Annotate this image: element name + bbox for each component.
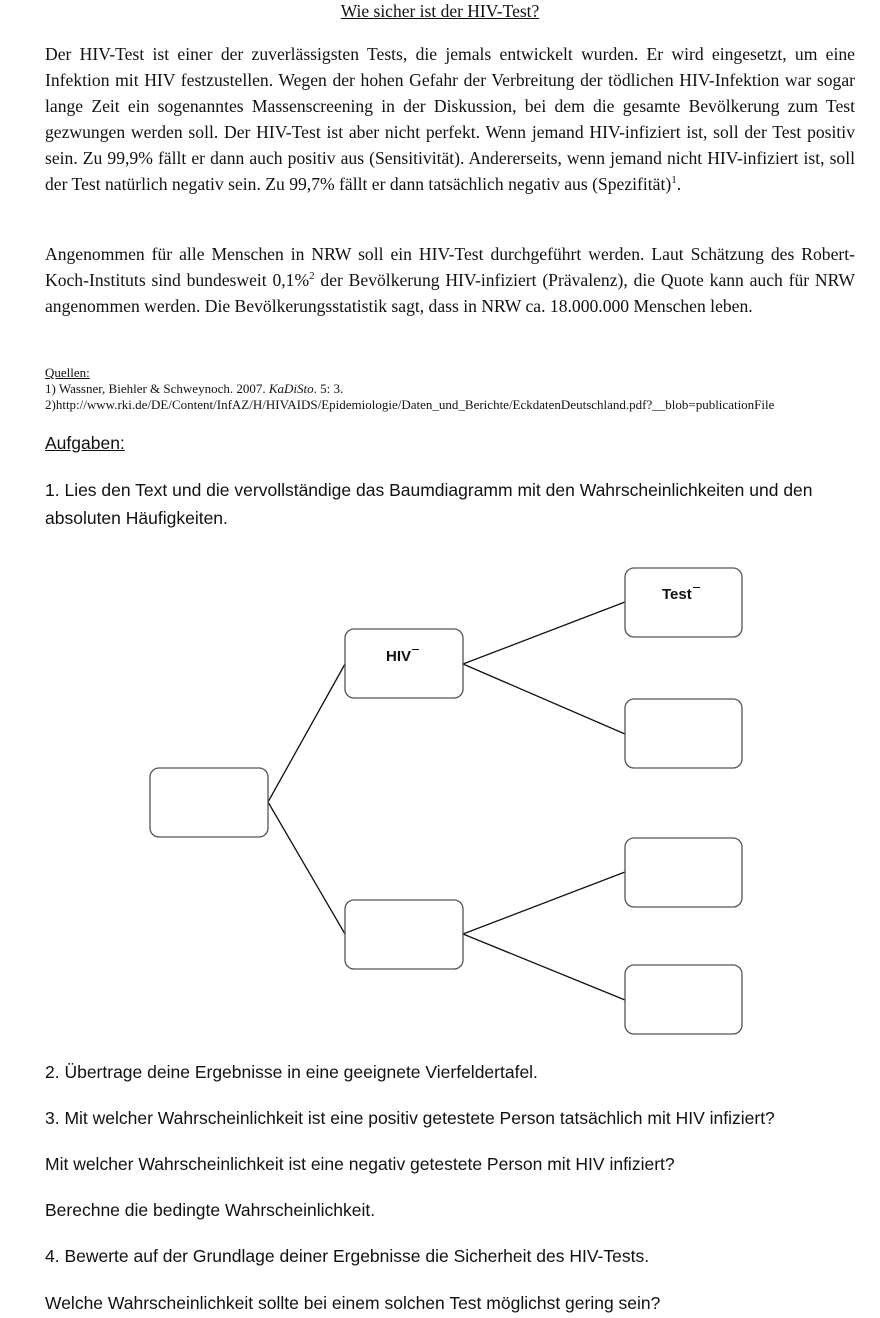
task-4b: Welche Wahrscheinlichkeit sollte bei einem solchen Test möglichst gering sein? [45, 1293, 661, 1313]
intro-end: . [676, 174, 682, 194]
branch-hiv-neg-to-test-neg [463, 602, 625, 664]
footnote-ref-1: 1 [671, 174, 677, 187]
task-4: 4. Bewerte auf der Grundlage deiner Ergebnisse die Sicherheit des HIV-Tests. [45, 1246, 650, 1266]
page-title: Wie sicher ist der HIV-Test? [340, 1, 540, 21]
root-box[interactable] [150, 768, 268, 837]
branch-hiv-neg-to-upper-second [463, 664, 625, 734]
source-1-authors: 1) Wassner, Biehler & Schweynoch. 2007. [45, 381, 269, 396]
upper-second-box[interactable] [625, 699, 742, 768]
test-neg-label [662, 586, 692, 604]
source-1-journal: KaDiSto [268, 381, 314, 396]
intro-text: Der HIV-Test ist einer der zuverlässigsten Tests, die jemals entwickelt wurden. Er wird eingesetzt, um eine Infektion mit HIV festzustellen. Wegen der hohen Gefahr der Verbreitung der tödlichen HIV-Infektion war sogar lange Zeit ein sogenanntes Massenscreening in der Diskussion, bei dem die gesamte Bevölkerung zum Test gezwungen werden soll. Der HIV-Test ist aber nicht perfekt. Wenn jemand HIV-infiziert ist, soll der Test positiv sein. Zu 99,9% fällt er dann auch positiv aus (Sensitivität). Andererseits, wenn jemand nicht HIV-infiziert ist, soll der Test natürlich negativ sein. Zu 99,7% fällt er dann tatsächlich negativ aus (Spezifität) [45, 44, 855, 194]
task-3b: Mit welcher Wahrscheinlichkeit ist eine negativ getestete Person mit HIV infiziert? [45, 1154, 675, 1174]
source-item-1 [45, 381, 865, 397]
scenario-paragraph [45, 241, 855, 319]
tree-diagram-graphic [0, 560, 880, 1040]
sources-block [45, 365, 865, 413]
branch-lower-to-lower-first [463, 872, 625, 934]
lower-first-box[interactable] [625, 838, 742, 907]
lower-level1-box[interactable] [345, 900, 463, 969]
hiv-neg-label-text: HIV [386, 648, 412, 665]
sources-heading: Quellen: [45, 365, 90, 380]
task-1: 1. Lies den Text und die vervollständige das Baumdiagramm mit den Wahrscheinlichkeiten und den absoluten Häufigkeiten. [45, 480, 813, 528]
branch-root-to-lower [268, 802, 345, 934]
task-3: 3. Mit welcher Wahrscheinlichkeit ist eine positiv getestete Person tatsächlich mit HIV infiziert? [45, 1108, 775, 1128]
source-1-volume: . 5: 3. [313, 381, 344, 396]
scenario-text-a: Angenommen für alle Menschen in NRW soll ein HIV-Test durchgeführt werden. Laut Schätzung des Robert-Koch-Instituts sind bundesweit 0,1% [45, 244, 855, 290]
tasks-heading: Aufgaben: [45, 433, 125, 453]
scenario-text-b: der Bevölkerung HIV-infiziert (Prävalenz), die Quote kann auch für NRW angenommen werden. Die Bevölkerungsstatistik sagt, dass in NRW ca. 18.000.000 Menschen leben. [45, 270, 855, 316]
test-neg-label-text: Test [662, 586, 692, 603]
task-3c: Berechne die bedingte Wahrscheinlichkeit. [45, 1200, 376, 1220]
intro-paragraph [45, 41, 855, 197]
tree-diagram [0, 560, 880, 1040]
branch-lower-to-lower-second [463, 934, 625, 1000]
lower-second-box[interactable] [625, 965, 742, 1034]
footnote-ref-2: 2 [309, 270, 315, 283]
hiv-neg-label [386, 648, 411, 666]
source-item-2: 2)http://www.rki.de/DE/Content/InfAZ/H/HIVAIDS/Epidemiologie/Daten_und_Berichte/EckdatenDeutschland.pdf?__blob=publicationFile [45, 397, 775, 412]
task-2: 2. Übertrage deine Ergebnisse in eine geeignete Vierfeldertafel. [45, 1062, 538, 1082]
branch-root-to-hiv-neg [268, 664, 345, 802]
